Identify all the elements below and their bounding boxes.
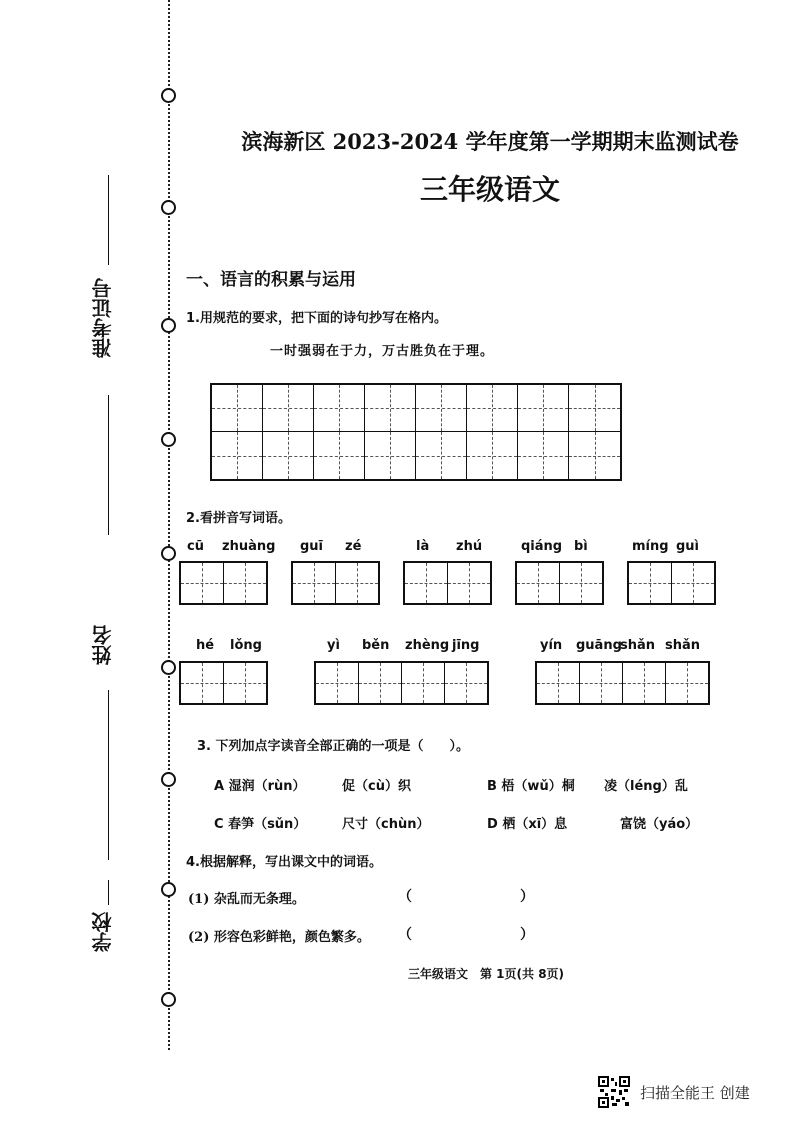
pinyin: zhú — [456, 539, 483, 554]
scanner-watermark: 扫描全能王 创建 — [640, 1084, 750, 1102]
pinyin-answer-box[interactable] — [627, 561, 716, 605]
pinyin-answer-box[interactable] — [314, 661, 489, 705]
binding-ring — [161, 432, 176, 447]
q3-prompt: 3. 下列加点字读音全部正确的一项是（ ）。 — [197, 739, 470, 754]
q2-prompt: 2.看拼音写词语。 — [186, 511, 291, 526]
q4-answer-right-paren: ） — [520, 927, 534, 943]
q4-answer-right-paren: ） — [520, 889, 534, 905]
pinyin-answer-box[interactable] — [291, 561, 380, 605]
exam-id-label: 准考证号 — [91, 278, 115, 358]
section-heading: 一、语言的积累与运用 — [186, 270, 356, 290]
pinyin-answer-box[interactable] — [179, 661, 268, 705]
q1-prompt: 1.用规范的要求，把下面的诗句抄写在格内。 — [186, 311, 447, 326]
pinyin-answer-box[interactable] — [515, 561, 604, 605]
binding-ring — [161, 546, 176, 561]
pinyin: míng — [632, 539, 669, 554]
exam-title: 滨海新区 2023-2024 学年度第一学期期末监测试卷 — [241, 129, 739, 154]
binding-ring — [161, 660, 176, 675]
name-label: 姓名 — [91, 625, 115, 665]
pinyin-answer-box[interactable] — [403, 561, 492, 605]
binding-ring — [161, 200, 176, 215]
school-line[interactable] — [108, 880, 109, 905]
option-c-part1[interactable]: C 春笋（sǔn） — [214, 817, 307, 832]
binding-ring — [161, 88, 176, 103]
pinyin: zé — [345, 539, 362, 554]
pinyin: qiáng — [521, 539, 563, 554]
q4-answer-left-paren[interactable]: （ — [398, 889, 412, 905]
exam-id-line[interactable] — [108, 175, 109, 265]
q4-item: (2) 形容色彩鲜艳，颜色繁多。 — [188, 930, 370, 945]
binding-ring — [161, 992, 176, 1007]
pinyin: yì — [327, 638, 340, 653]
pinyin: shǎn — [620, 638, 656, 653]
binding-ring — [161, 318, 176, 333]
option-a-part2: 促（cù）织 — [342, 779, 411, 794]
pinyin: lǒng — [230, 638, 262, 653]
school-label: 学校 — [91, 912, 115, 952]
option-c-part2: 尺寸（chùn） — [342, 817, 430, 832]
pinyin-answer-box[interactable] — [179, 561, 268, 605]
pinyin: shǎn — [665, 638, 701, 653]
pinyin: zhuàng — [222, 539, 276, 554]
pinyin: cū — [187, 539, 204, 554]
page-footer: 三年级语文 第 1页(共 8页) — [408, 967, 565, 981]
option-d-part1[interactable]: D 栖（xī）息 — [487, 817, 568, 832]
pinyin: jīng — [452, 638, 480, 653]
exam-id-line-lower — [108, 395, 109, 535]
option-d-part2: 富饶（yáo） — [620, 817, 699, 832]
pinyin: bì — [574, 539, 588, 554]
pinyin: yín — [540, 638, 563, 653]
pinyin: běn — [362, 638, 390, 653]
pinyin: guì — [676, 539, 700, 554]
pinyin: hé — [196, 638, 215, 653]
pinyin-answer-box[interactable] — [535, 661, 710, 705]
option-b-part1[interactable]: B 梧（wǔ）桐 — [487, 779, 575, 794]
q4-item: (1) 杂乱而无条理。 — [188, 892, 305, 907]
binding-ring — [161, 882, 176, 897]
q4-answer-left-paren[interactable]: （ — [398, 927, 412, 943]
qr-code-icon — [598, 1076, 630, 1108]
q4-prompt: 4.根据解释，写出课文中的词语。 — [186, 855, 382, 870]
q1-poem: 一时强弱在于力，万古胜负在于理。 — [270, 344, 495, 359]
exam-subtitle: 三年级语文 — [419, 173, 560, 206]
name-line[interactable] — [108, 690, 109, 860]
binding-ring — [161, 772, 176, 787]
pinyin: là — [416, 539, 430, 554]
option-a-part1[interactable]: A 湿润（rùn） — [214, 779, 306, 794]
pinyin: guāng — [576, 638, 622, 653]
option-b-part2: 凌（léng）乱 — [604, 779, 688, 794]
pinyin: zhèng — [405, 638, 450, 653]
q1-writing-grid[interactable] — [210, 383, 622, 481]
pinyin: guī — [300, 539, 324, 554]
